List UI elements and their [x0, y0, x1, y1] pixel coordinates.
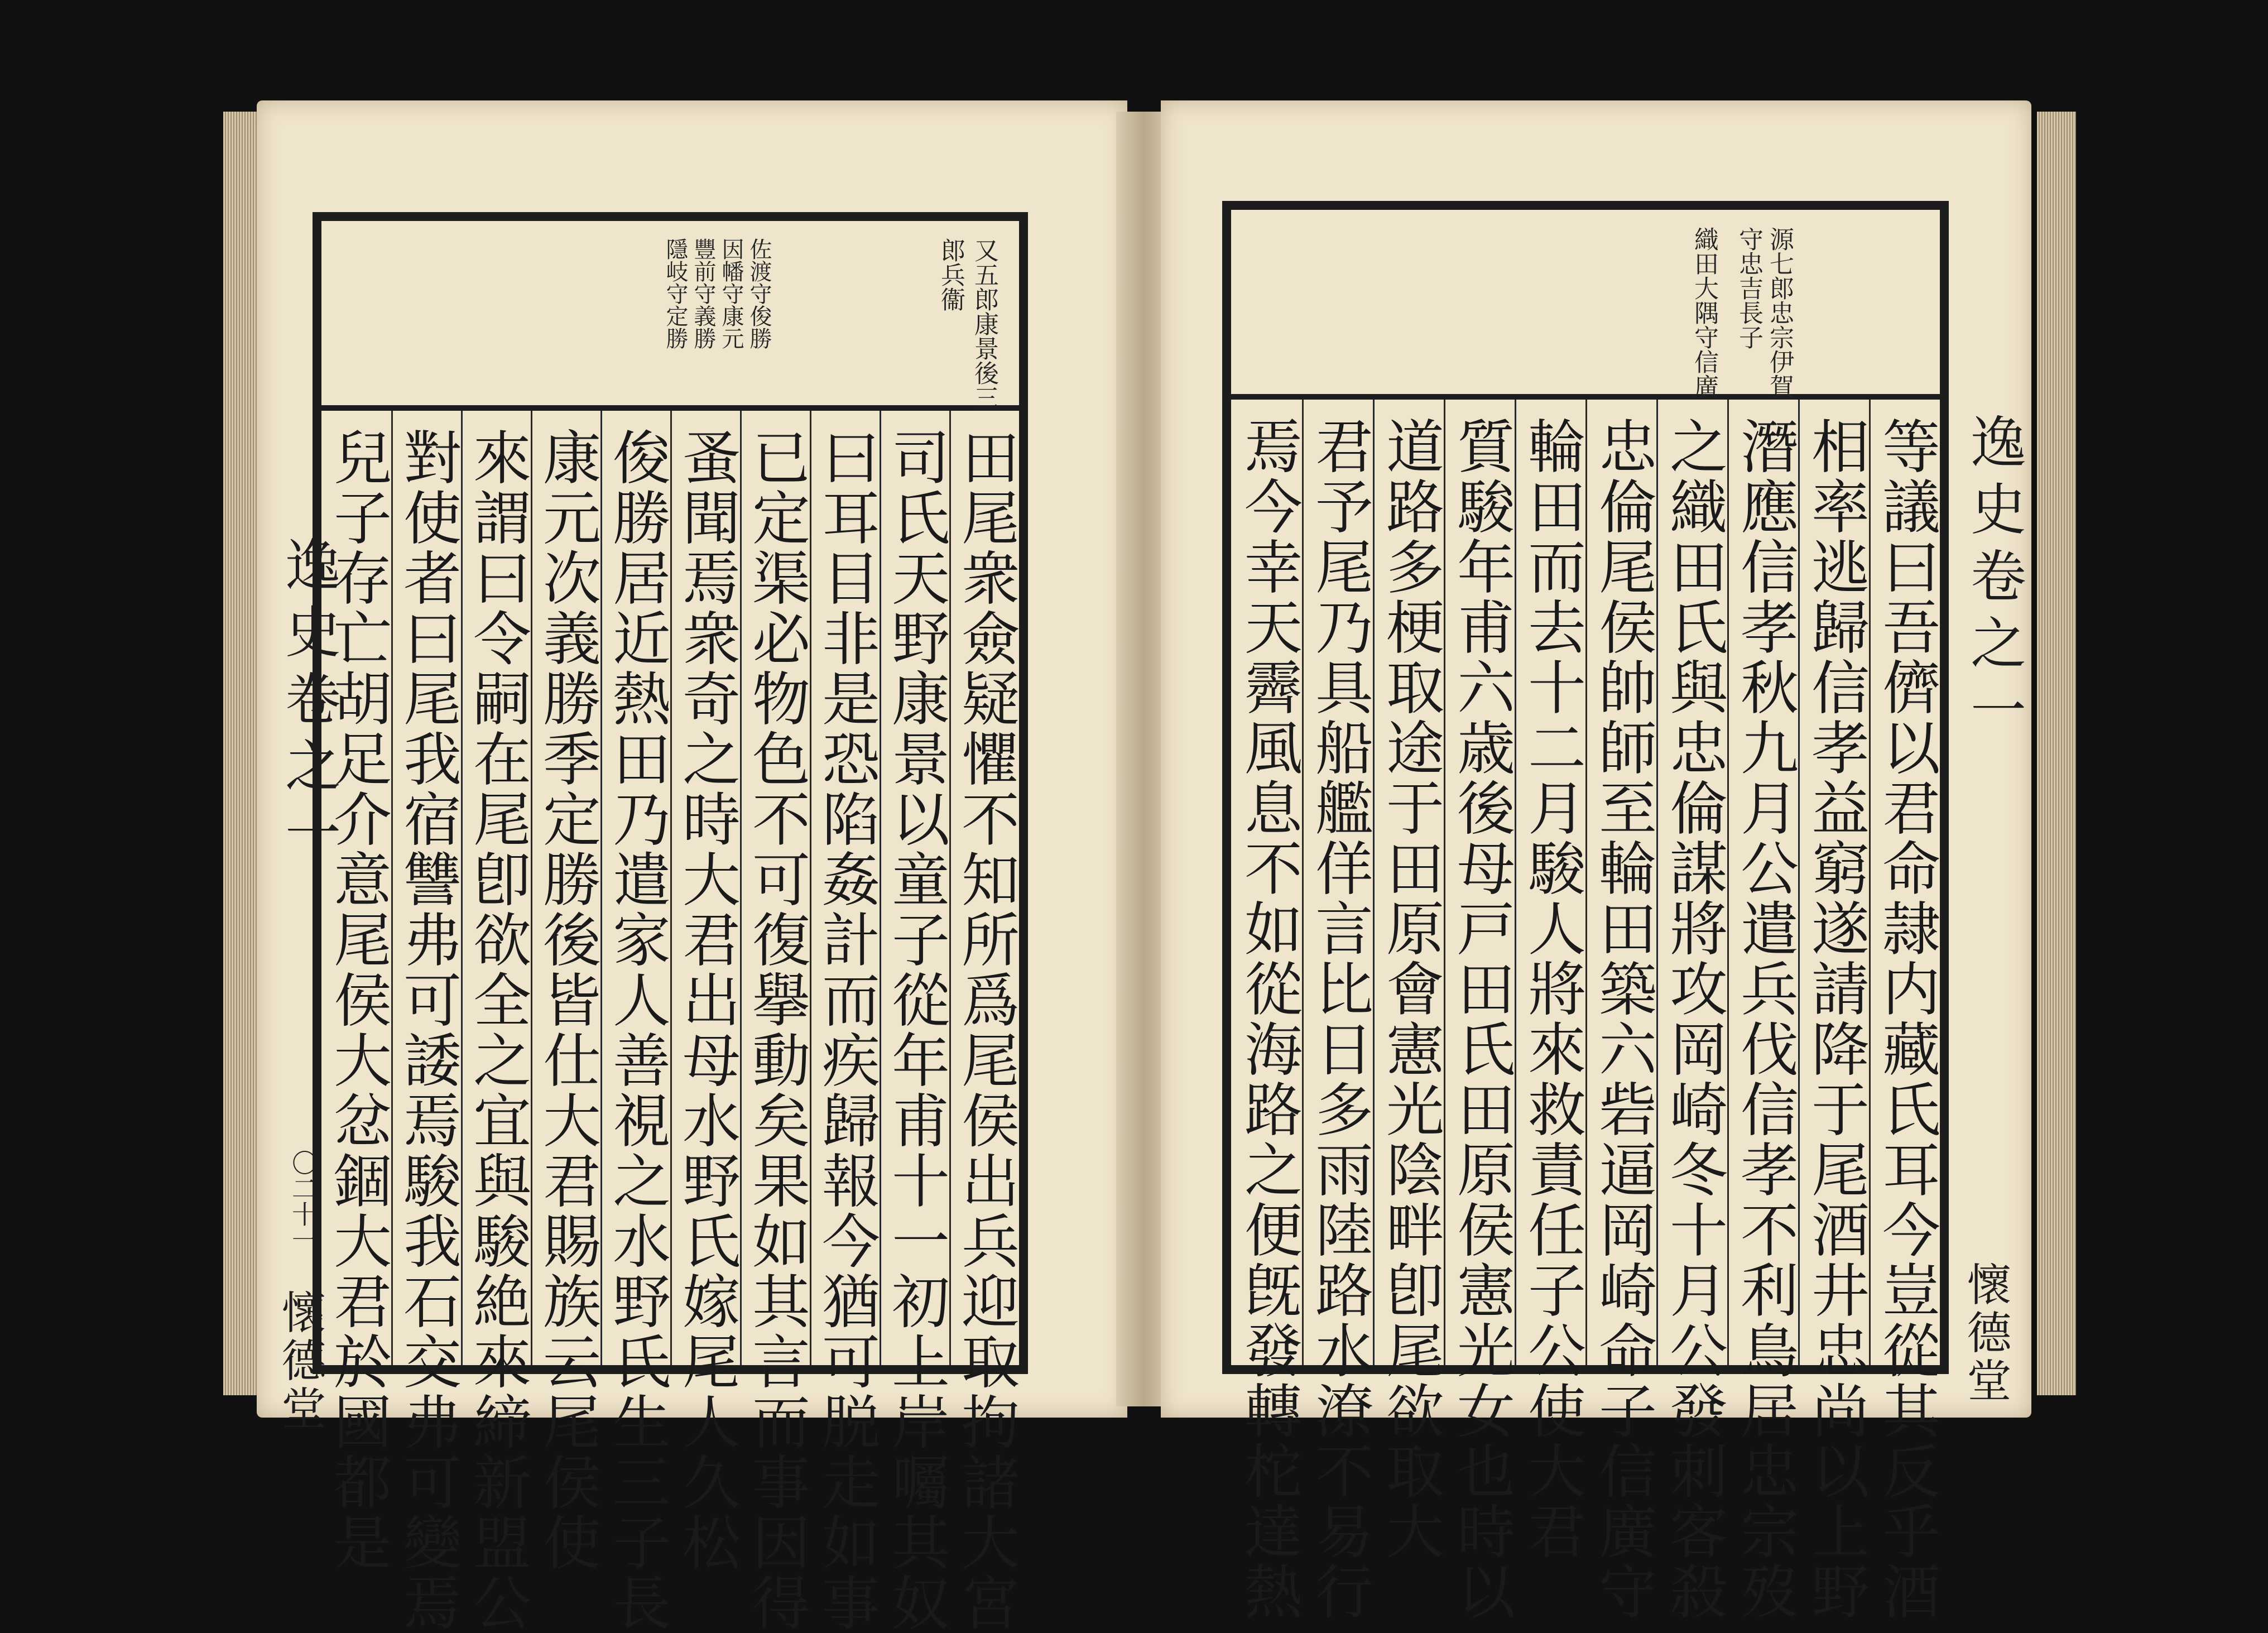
- right-margin-title: 逸史卷之一: [1961, 413, 2026, 748]
- text-column: 相率逃歸信孝益窮遂請降于尾酒井忠尚以上野: [1798, 400, 1869, 1365]
- text-column: 蚤聞焉衆奇之時大君出母水野氏嫁尾人久松: [670, 411, 740, 1365]
- text-column: 之織田氏與忠倫謀將攻岡崎冬十月公發刺客殺: [1656, 400, 1727, 1365]
- text-column: 已定渠必物色不可復擧動矣果如其言而事因得: [740, 411, 810, 1365]
- headnote: 守忠吉長子: [1734, 227, 1763, 349]
- left-text-columns: [321, 411, 1020, 1633]
- right-page: [1161, 100, 2031, 1622]
- headnote: 又五郎康景後三: [970, 238, 998, 410]
- text-column: 兒子存亡胡足介意尾侯大忿錮大君於國都是: [324, 428, 392, 1573]
- text-column: 君予尾乃具船艦佯言比日多雨陸路水潦不易行: [1302, 400, 1373, 1365]
- headnote: 因幡守康元: [718, 238, 744, 349]
- headnote: 隱岐守定勝: [662, 238, 688, 349]
- text-column: 潛應信孝秋九月公遣兵伐信孝不利鳥居忠宗歿: [1727, 400, 1798, 1365]
- left-headnotes: [321, 221, 1019, 411]
- text-column: 質駿年甫六歳後母戸田氏田原侯憲光女也時以: [1444, 400, 1515, 1365]
- text-column: 焉今幸天霽風息不如從海路之便旣發轉柁達熱: [1234, 416, 1303, 1622]
- headnote: 豐前守義勝: [690, 238, 716, 349]
- text-column: 康元次義勝季定勝後皆仕大君賜族云尾侯使: [531, 411, 600, 1365]
- left-page-number: 〇二十一: [288, 1150, 318, 1252]
- text-column: 俊勝居近熱田乃遣家人善視之水野氏生三子長: [600, 411, 670, 1365]
- text-column: 田尾衆僉疑懼不知所爲尾侯出兵迎取拘諸大宮: [949, 411, 1019, 1365]
- text-column: 對使者曰尾我宿讐弗可諉焉駿我石交弗可變焉: [391, 411, 461, 1365]
- headnote: 源七郎忠宗伊賀: [1765, 227, 1794, 398]
- text-column: 等議曰吾儕以君命隷内藏氏耳今豈從其反乎酒: [1869, 400, 1940, 1365]
- left-text-frame: [313, 212, 1028, 1633]
- text-column: 司氏天野康景以童子從年甫十一初上岸囑其奴: [880, 411, 949, 1365]
- left-page: [257, 100, 1127, 1633]
- right-text-columns: [1231, 400, 1940, 1622]
- headnote: 織田大隅守信廣: [1690, 227, 1718, 398]
- text-column: 輪田而去十二月駿人將來救責任子公使大君: [1515, 400, 1585, 1365]
- right-publisher: 懷德堂: [1959, 1261, 2011, 1405]
- left-margin-title: 逸史卷之一: [276, 536, 341, 871]
- text-column: 曰耳目非是恐陷姦計而疾歸報今猶可脱走如事: [810, 411, 880, 1365]
- text-column: 來謂曰令嗣在尾卽欲全之宜與駿絶來締新盟公: [461, 411, 531, 1365]
- page-edges-right: [2037, 112, 2076, 1395]
- headnote: 郎兵衞: [936, 238, 965, 311]
- headnote: 佐渡守俊勝: [746, 238, 772, 349]
- left-publisher: 懷德堂: [274, 1289, 326, 1433]
- right-text-frame: [1222, 201, 1949, 1622]
- text-column: 道路多梗取途于田原會憲光陰畔卽尾欲取大: [1373, 400, 1444, 1365]
- open-book: [257, 78, 2054, 1633]
- text-column: 忠倫尾侯帥師至輪田築六砦逼岡崎命子信廣守: [1585, 400, 1656, 1365]
- right-headnotes: [1231, 210, 1940, 400]
